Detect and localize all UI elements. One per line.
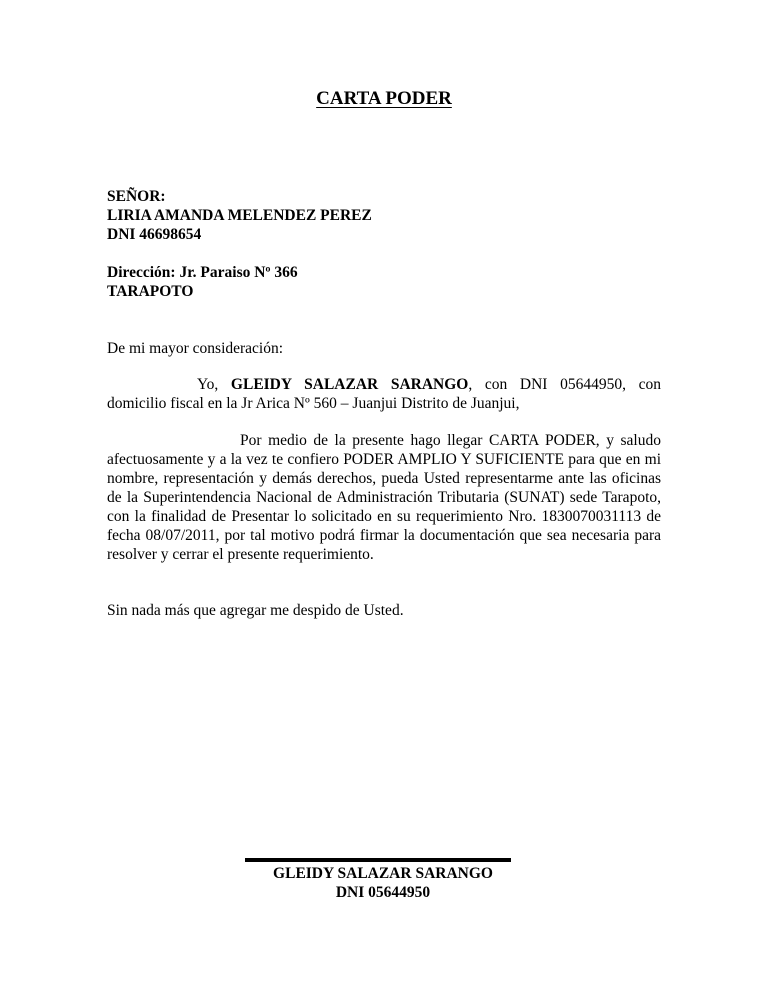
recipient-name: LIRIA AMANDA MELENDEZ PEREZ [107,207,372,224]
document-title-text: CARTA PODER [316,88,452,109]
closing-line: Sin nada más que agregar me despido de Usted. [107,602,404,619]
intro-paragraph [107,375,661,413]
recipient-dni: DNI 46698654 [107,226,202,243]
document-title [0,88,768,110]
recipient-salutation: SEÑOR: [107,188,166,205]
signature-dni: DNI 05644950 [335,884,431,901]
recipient-address: Dirección: Jr. Paraiso Nº 366 [107,264,298,281]
intro-suffix: , con DNI 05644950, con domicilio fiscal en la Jr Arica Nº 560 – Juanjui Distrito de Juanjui, [107,376,662,412]
grantor-name: GLEIDY SALAZAR SARANGO [230,376,469,393]
body-paragraph: Por medio de la presente hago llegar CARTA PODER, y saludo afectuosamente y a la vez te confiero PODER AMPLIO Y SUFICIENTE para que en mi nombre, representación y demás derechos, pueda Usted representarme ante las oficinas de la Superintendencia Nacional de Administración Tributaria (SUNAT) sede Tarapoto, con la finalidad de Presentar lo solicitado en su requerimiento Nro. 1830070031113 de fecha 08/07/2011, por tal motivo podrá firmar la documentación que sea necesaria para resolver y cerrar el presente requerimiento. [107,432,661,563]
intro-prefix: Yo, [197,376,231,393]
signature-name: GLEIDY SALAZAR SARANGO [273,865,493,882]
recipient-city: TARAPOTO [107,283,194,300]
signature-line [245,858,511,862]
greeting: De mi mayor consideración: [107,340,284,357]
